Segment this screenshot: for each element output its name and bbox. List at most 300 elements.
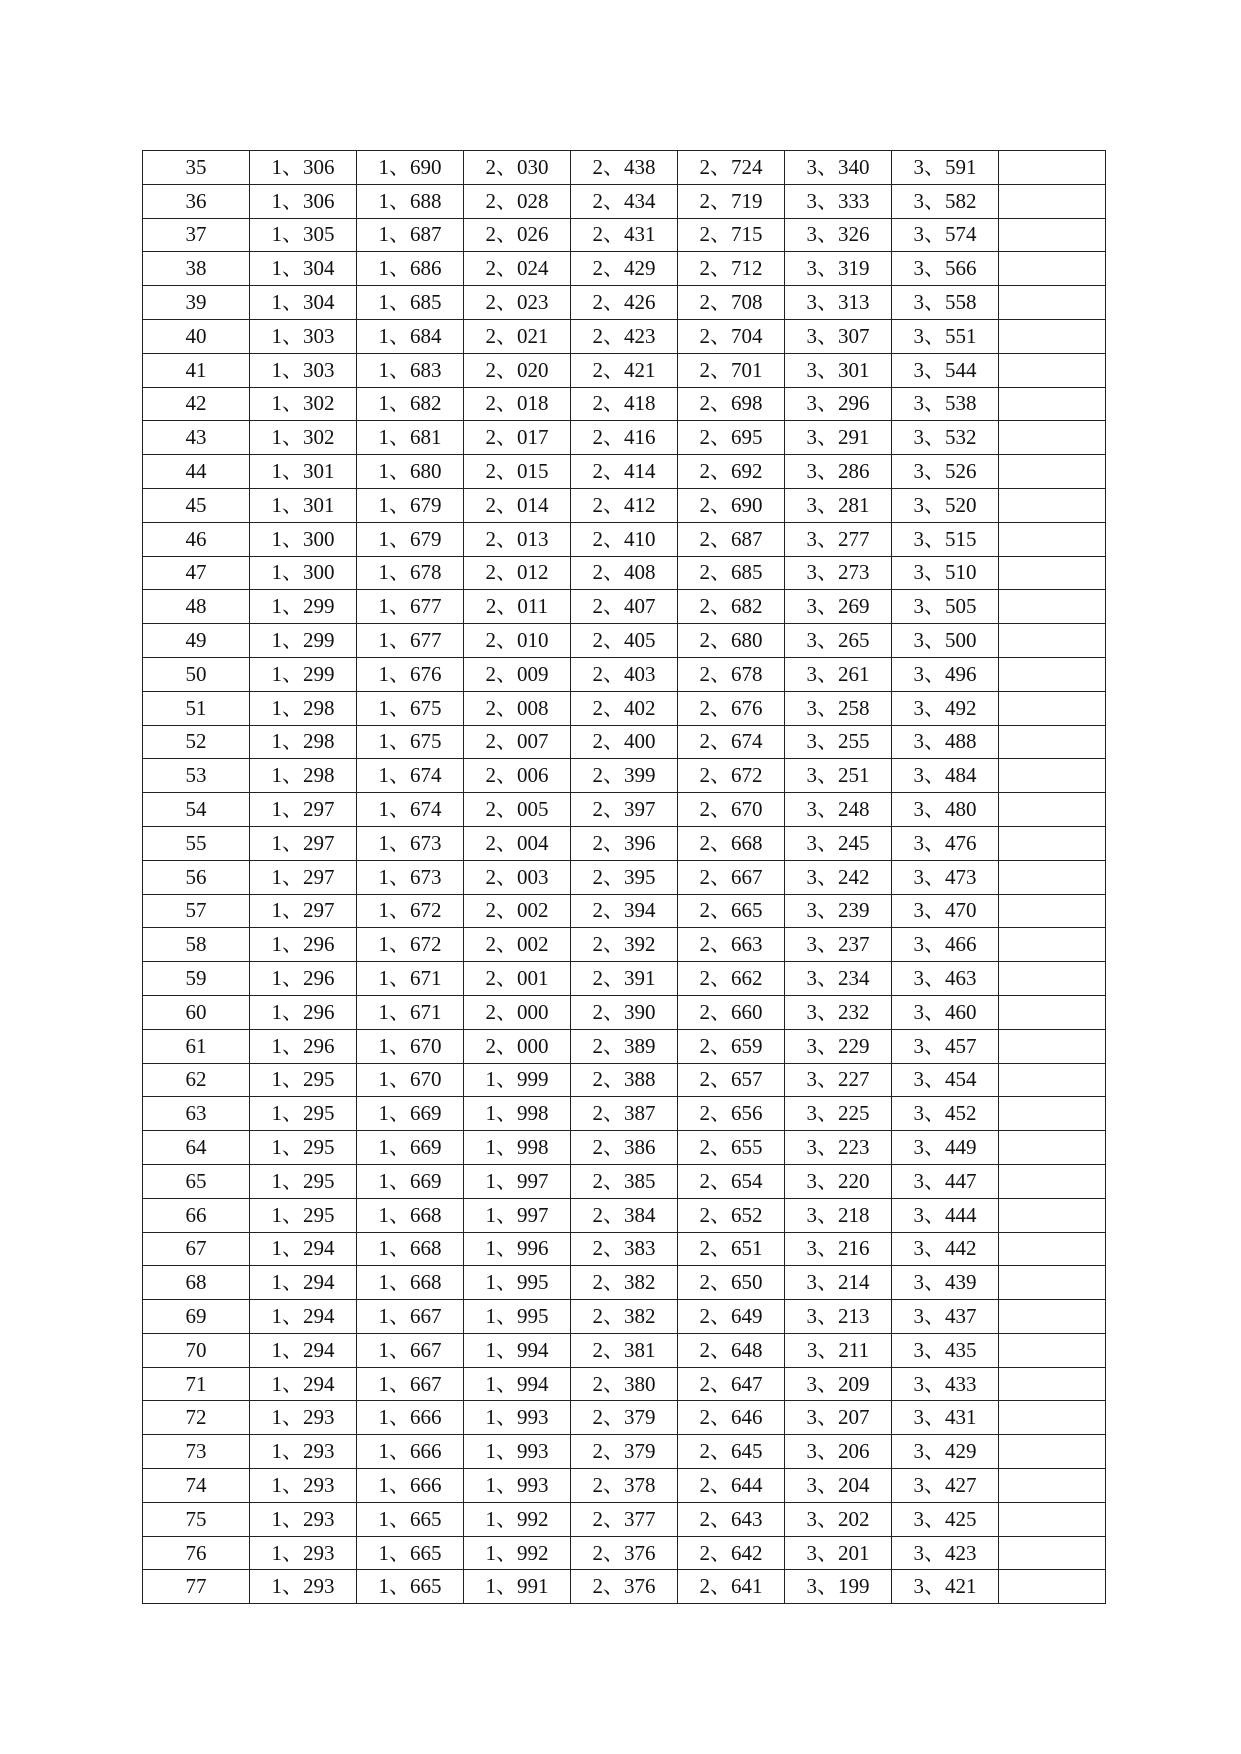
- table-cell: 1、666: [357, 1435, 464, 1469]
- table-cell: 2、378: [571, 1469, 678, 1503]
- table-cell: 1、295: [250, 1164, 357, 1198]
- table-cell: 2、382: [571, 1300, 678, 1334]
- row-index-cell: 37: [143, 218, 250, 252]
- table-row: [143, 1367, 1106, 1401]
- table-row: [143, 995, 1106, 1029]
- table-row: [143, 1469, 1106, 1503]
- table-cell: 1、302: [250, 421, 357, 455]
- table-row: [143, 1266, 1106, 1300]
- row-index-cell: 53: [143, 759, 250, 793]
- table-cell: 3、229: [785, 1029, 892, 1063]
- row-index-cell: 44: [143, 455, 250, 489]
- table-cell: 3、442: [892, 1232, 999, 1266]
- table-cell: 1、668: [357, 1198, 464, 1232]
- table-cell: 1、293: [250, 1469, 357, 1503]
- table-cell: 2、403: [571, 657, 678, 691]
- table-cell: 1、300: [250, 522, 357, 556]
- table-cell: 1、294: [250, 1232, 357, 1266]
- table-row: [143, 624, 1106, 658]
- table-cell: 3、265: [785, 624, 892, 658]
- table-cell: 3、237: [785, 928, 892, 962]
- table-cell: 2、670: [678, 793, 785, 827]
- table-cell: 1、299: [250, 624, 357, 658]
- table-cell: 3、457: [892, 1029, 999, 1063]
- row-index-cell: 71: [143, 1367, 250, 1401]
- row-index-cell: 60: [143, 995, 250, 1029]
- table-cell: 2、659: [678, 1029, 785, 1063]
- table-cell: 3、206: [785, 1435, 892, 1469]
- table-cell: 3、301: [785, 353, 892, 387]
- table-cell: 1、299: [250, 657, 357, 691]
- table-cell: 3、544: [892, 353, 999, 387]
- table-cell: 3、319: [785, 252, 892, 286]
- table-cell: [999, 1029, 1106, 1063]
- table-cell: 3、202: [785, 1502, 892, 1536]
- table-cell: 3、251: [785, 759, 892, 793]
- table-cell: 3、261: [785, 657, 892, 691]
- table-cell: 2、690: [678, 488, 785, 522]
- table-cell: 1、995: [464, 1300, 571, 1334]
- table-cell: 2、000: [464, 995, 571, 1029]
- table-cell: 2、017: [464, 421, 571, 455]
- row-index-cell: 73: [143, 1435, 250, 1469]
- table-cell: 1、997: [464, 1198, 571, 1232]
- table-cell: 1、994: [464, 1367, 571, 1401]
- table-cell: 1、992: [464, 1536, 571, 1570]
- table-cell: 2、657: [678, 1063, 785, 1097]
- row-index-cell: 50: [143, 657, 250, 691]
- table-cell: [999, 962, 1106, 996]
- table-cell: [999, 1536, 1106, 1570]
- table-cell: 3、313: [785, 286, 892, 320]
- table-cell: 1、673: [357, 826, 464, 860]
- table-cell: 1、682: [357, 387, 464, 421]
- table-cell: [999, 1570, 1106, 1604]
- table-cell: 3、204: [785, 1469, 892, 1503]
- table-cell: [999, 1333, 1106, 1367]
- table-cell: 3、281: [785, 488, 892, 522]
- table-cell: 1、992: [464, 1502, 571, 1536]
- row-index-cell: 77: [143, 1570, 250, 1604]
- table-row: [143, 387, 1106, 421]
- table-cell: 1、679: [357, 522, 464, 556]
- table-row: [143, 725, 1106, 759]
- table-row: [143, 1536, 1106, 1570]
- table-cell: 1、302: [250, 387, 357, 421]
- table-cell: 1、681: [357, 421, 464, 455]
- table-cell: 3、566: [892, 252, 999, 286]
- table-cell: 3、574: [892, 218, 999, 252]
- table-cell: 3、326: [785, 218, 892, 252]
- table-cell: 1、293: [250, 1435, 357, 1469]
- table-cell: 2、416: [571, 421, 678, 455]
- table-row: [143, 759, 1106, 793]
- table-cell: 2、672: [678, 759, 785, 793]
- table-cell: 1、688: [357, 184, 464, 218]
- table-cell: 1、293: [250, 1570, 357, 1604]
- table-cell: [999, 1300, 1106, 1334]
- table-cell: 1、300: [250, 556, 357, 590]
- table-cell: 1、672: [357, 894, 464, 928]
- table-cell: 1、678: [357, 556, 464, 590]
- table-row: [143, 556, 1106, 590]
- row-index-cell: 47: [143, 556, 250, 590]
- table-cell: 3、538: [892, 387, 999, 421]
- table-cell: 2、408: [571, 556, 678, 590]
- table-cell: 3、425: [892, 1502, 999, 1536]
- table-cell: 3、433: [892, 1367, 999, 1401]
- table-cell: [999, 1063, 1106, 1097]
- table-cell: 1、667: [357, 1300, 464, 1334]
- table-row: [143, 488, 1106, 522]
- table-cell: 2、377: [571, 1502, 678, 1536]
- table-cell: 3、452: [892, 1097, 999, 1131]
- table-cell: 2、376: [571, 1570, 678, 1604]
- table-cell: 3、439: [892, 1266, 999, 1300]
- table-cell: 2、026: [464, 218, 571, 252]
- table-cell: 3、216: [785, 1232, 892, 1266]
- table-cell: [999, 691, 1106, 725]
- table-cell: [999, 556, 1106, 590]
- table-cell: 2、400: [571, 725, 678, 759]
- table-cell: [999, 1164, 1106, 1198]
- table-row: [143, 793, 1106, 827]
- table-cell: 1、670: [357, 1029, 464, 1063]
- table-cell: 2、678: [678, 657, 785, 691]
- table-cell: 2、024: [464, 252, 571, 286]
- table-cell: 3、258: [785, 691, 892, 725]
- table-cell: 2、396: [571, 826, 678, 860]
- table-row: [143, 1164, 1106, 1198]
- row-index-cell: 75: [143, 1502, 250, 1536]
- table-cell: 3、435: [892, 1333, 999, 1367]
- table-cell: 2、001: [464, 962, 571, 996]
- table-cell: 2、651: [678, 1232, 785, 1266]
- table-cell: 1、665: [357, 1536, 464, 1570]
- table-row: [143, 657, 1106, 691]
- table-cell: 3、214: [785, 1266, 892, 1300]
- table-row: [143, 928, 1106, 962]
- table-cell: 2、680: [678, 624, 785, 658]
- table-row: [143, 522, 1106, 556]
- table-cell: 1、303: [250, 319, 357, 353]
- table-cell: 2、407: [571, 590, 678, 624]
- table-cell: 2、018: [464, 387, 571, 421]
- table-cell: 2、660: [678, 995, 785, 1029]
- table-row: [143, 1333, 1106, 1367]
- table-cell: 1、297: [250, 894, 357, 928]
- table-cell: 2、423: [571, 319, 678, 353]
- row-index-cell: 38: [143, 252, 250, 286]
- table-row: [143, 353, 1106, 387]
- table-cell: 1、680: [357, 455, 464, 489]
- table-cell: 3、476: [892, 826, 999, 860]
- table-cell: 1、296: [250, 928, 357, 962]
- table-row: [143, 826, 1106, 860]
- table-cell: 3、447: [892, 1164, 999, 1198]
- table-cell: 2、698: [678, 387, 785, 421]
- table-cell: 2、020: [464, 353, 571, 387]
- table-cell: 1、304: [250, 252, 357, 286]
- table-cell: [999, 1266, 1106, 1300]
- table-cell: 2、379: [571, 1401, 678, 1435]
- row-index-cell: 63: [143, 1097, 250, 1131]
- row-index-cell: 46: [143, 522, 250, 556]
- table-cell: 1、675: [357, 691, 464, 725]
- table-cell: 2、412: [571, 488, 678, 522]
- table-cell: 2、002: [464, 928, 571, 962]
- table-cell: 1、672: [357, 928, 464, 962]
- table-cell: [999, 1367, 1106, 1401]
- table-cell: 3、558: [892, 286, 999, 320]
- table-cell: 1、297: [250, 860, 357, 894]
- table-cell: 1、670: [357, 1063, 464, 1097]
- table-cell: 3、520: [892, 488, 999, 522]
- table-cell: 1、669: [357, 1097, 464, 1131]
- row-index-cell: 62: [143, 1063, 250, 1097]
- table-cell: 2、438: [571, 151, 678, 185]
- table-cell: 1、301: [250, 488, 357, 522]
- table-cell: 2、385: [571, 1164, 678, 1198]
- table-cell: 3、449: [892, 1131, 999, 1165]
- table-row: [143, 1570, 1106, 1604]
- table-cell: 1、997: [464, 1164, 571, 1198]
- table-cell: 2、381: [571, 1333, 678, 1367]
- table-cell: 2、008: [464, 691, 571, 725]
- table-row: [143, 1198, 1106, 1232]
- table-cell: 2、405: [571, 624, 678, 658]
- table-cell: 2、005: [464, 793, 571, 827]
- row-index-cell: 58: [143, 928, 250, 962]
- row-index-cell: 48: [143, 590, 250, 624]
- table-cell: 3、207: [785, 1401, 892, 1435]
- table-row: [143, 1131, 1106, 1165]
- table-cell: 1、295: [250, 1097, 357, 1131]
- table-cell: [999, 1401, 1106, 1435]
- table-cell: 1、690: [357, 151, 464, 185]
- table-cell: 1、293: [250, 1401, 357, 1435]
- table-cell: 2、015: [464, 455, 571, 489]
- table-cell: 2、012: [464, 556, 571, 590]
- table-cell: 2、646: [678, 1401, 785, 1435]
- table-cell: 1、674: [357, 759, 464, 793]
- table-cell: 1、293: [250, 1502, 357, 1536]
- table-cell: 2、030: [464, 151, 571, 185]
- table-cell: 3、492: [892, 691, 999, 725]
- table-cell: 1、685: [357, 286, 464, 320]
- table-cell: [999, 590, 1106, 624]
- row-index-cell: 41: [143, 353, 250, 387]
- table-cell: 2、014: [464, 488, 571, 522]
- table-cell: 2、394: [571, 894, 678, 928]
- table-cell: 2、414: [571, 455, 678, 489]
- row-index-cell: 39: [143, 286, 250, 320]
- table-cell: 2、389: [571, 1029, 678, 1063]
- table-cell: 2、376: [571, 1536, 678, 1570]
- table-cell: 2、384: [571, 1198, 678, 1232]
- table-cell: 1、677: [357, 624, 464, 658]
- table-cell: [999, 995, 1106, 1029]
- table-cell: 3、437: [892, 1300, 999, 1334]
- table-cell: 2、645: [678, 1435, 785, 1469]
- table-cell: 2、402: [571, 691, 678, 725]
- table-body: [143, 151, 1106, 1604]
- table-cell: 3、532: [892, 421, 999, 455]
- table-cell: 3、488: [892, 725, 999, 759]
- row-index-cell: 51: [143, 691, 250, 725]
- table-cell: [999, 1097, 1106, 1131]
- table-cell: [999, 1502, 1106, 1536]
- table-cell: 2、410: [571, 522, 678, 556]
- table-cell: 1、298: [250, 759, 357, 793]
- table-cell: 3、242: [785, 860, 892, 894]
- table-row: [143, 962, 1106, 996]
- table-cell: [999, 286, 1106, 320]
- table-cell: 2、004: [464, 826, 571, 860]
- table-row: [143, 1502, 1106, 1536]
- table-cell: [999, 1469, 1106, 1503]
- table-cell: 3、480: [892, 793, 999, 827]
- table-cell: 3、423: [892, 1536, 999, 1570]
- table-row: [143, 1401, 1106, 1435]
- table-row: [143, 319, 1106, 353]
- table-cell: 1、676: [357, 657, 464, 691]
- table-cell: 2、649: [678, 1300, 785, 1334]
- table-cell: 3、239: [785, 894, 892, 928]
- table-cell: 3、269: [785, 590, 892, 624]
- table-cell: 1、673: [357, 860, 464, 894]
- table-row: [143, 1300, 1106, 1334]
- table-cell: 1、993: [464, 1435, 571, 1469]
- table-cell: 2、383: [571, 1232, 678, 1266]
- table-cell: 3、526: [892, 455, 999, 489]
- table-cell: 2、013: [464, 522, 571, 556]
- table-cell: 3、223: [785, 1131, 892, 1165]
- table-cell: 2、028: [464, 184, 571, 218]
- table-cell: [999, 860, 1106, 894]
- table-cell: 1、675: [357, 725, 464, 759]
- table-cell: 1、998: [464, 1131, 571, 1165]
- table-cell: 2、388: [571, 1063, 678, 1097]
- table-cell: 2、644: [678, 1469, 785, 1503]
- table-cell: 1、297: [250, 793, 357, 827]
- table-cell: 2、010: [464, 624, 571, 658]
- table-row: [143, 218, 1106, 252]
- row-index-cell: 72: [143, 1401, 250, 1435]
- table-cell: 1、686: [357, 252, 464, 286]
- table-cell: [999, 522, 1106, 556]
- table-cell: 2、431: [571, 218, 678, 252]
- table-cell: 1、683: [357, 353, 464, 387]
- table-cell: 1、679: [357, 488, 464, 522]
- table-cell: 1、306: [250, 184, 357, 218]
- table-cell: [999, 455, 1106, 489]
- table-cell: 3、273: [785, 556, 892, 590]
- table-cell: 3、199: [785, 1570, 892, 1604]
- table-cell: 3、232: [785, 995, 892, 1029]
- table-cell: 2、011: [464, 590, 571, 624]
- table-cell: 3、466: [892, 928, 999, 962]
- table-cell: 2、390: [571, 995, 678, 1029]
- row-index-cell: 56: [143, 860, 250, 894]
- row-index-cell: 43: [143, 421, 250, 455]
- table-cell: 3、431: [892, 1401, 999, 1435]
- table-cell: 2、667: [678, 860, 785, 894]
- row-index-cell: 76: [143, 1536, 250, 1570]
- table-cell: 1、294: [250, 1300, 357, 1334]
- table-cell: 1、298: [250, 691, 357, 725]
- table-cell: 2、397: [571, 793, 678, 827]
- table-cell: 3、291: [785, 421, 892, 455]
- table-cell: 1、668: [357, 1232, 464, 1266]
- table-cell: 1、995: [464, 1266, 571, 1300]
- table-cell: 3、286: [785, 455, 892, 489]
- table-cell: 2、641: [678, 1570, 785, 1604]
- table-cell: [999, 1232, 1106, 1266]
- table-cell: [999, 725, 1106, 759]
- table-cell: 1、295: [250, 1131, 357, 1165]
- table-cell: 1、674: [357, 793, 464, 827]
- table-cell: 1、665: [357, 1502, 464, 1536]
- table-cell: 3、427: [892, 1469, 999, 1503]
- table-cell: [999, 319, 1106, 353]
- table-cell: 2、676: [678, 691, 785, 725]
- table-cell: 2、724: [678, 151, 785, 185]
- table-row: [143, 286, 1106, 320]
- table-cell: 2、719: [678, 184, 785, 218]
- row-index-cell: 54: [143, 793, 250, 827]
- table-cell: 2、712: [678, 252, 785, 286]
- row-index-cell: 36: [143, 184, 250, 218]
- table-cell: 2、426: [571, 286, 678, 320]
- table-row: [143, 252, 1106, 286]
- row-index-cell: 67: [143, 1232, 250, 1266]
- table-cell: 2、701: [678, 353, 785, 387]
- table-cell: 1、304: [250, 286, 357, 320]
- table-row: [143, 1232, 1106, 1266]
- table-cell: 1、295: [250, 1063, 357, 1097]
- row-index-cell: 49: [143, 624, 250, 658]
- table-cell: 2、418: [571, 387, 678, 421]
- table-cell: 2、429: [571, 252, 678, 286]
- table-cell: 2、000: [464, 1029, 571, 1063]
- table-cell: 2、687: [678, 522, 785, 556]
- row-index-cell: 61: [143, 1029, 250, 1063]
- table-cell: 2、003: [464, 860, 571, 894]
- table-cell: 1、305: [250, 218, 357, 252]
- table-cell: 2、382: [571, 1266, 678, 1300]
- table-cell: [999, 387, 1106, 421]
- table-cell: 1、684: [357, 319, 464, 353]
- table-cell: 1、668: [357, 1266, 464, 1300]
- table-cell: 2、715: [678, 218, 785, 252]
- table-cell: 1、994: [464, 1333, 571, 1367]
- table-cell: [999, 218, 1106, 252]
- table-cell: 3、201: [785, 1536, 892, 1570]
- row-index-cell: 59: [143, 962, 250, 996]
- table-cell: 1、665: [357, 1570, 464, 1604]
- table-row: [143, 455, 1106, 489]
- row-index-cell: 66: [143, 1198, 250, 1232]
- row-index-cell: 45: [143, 488, 250, 522]
- table-cell: 2、386: [571, 1131, 678, 1165]
- table-cell: 2、642: [678, 1536, 785, 1570]
- table-cell: 2、656: [678, 1097, 785, 1131]
- table-cell: 3、470: [892, 894, 999, 928]
- table-cell: 2、391: [571, 962, 678, 996]
- row-index-cell: 68: [143, 1266, 250, 1300]
- table-cell: 3、225: [785, 1097, 892, 1131]
